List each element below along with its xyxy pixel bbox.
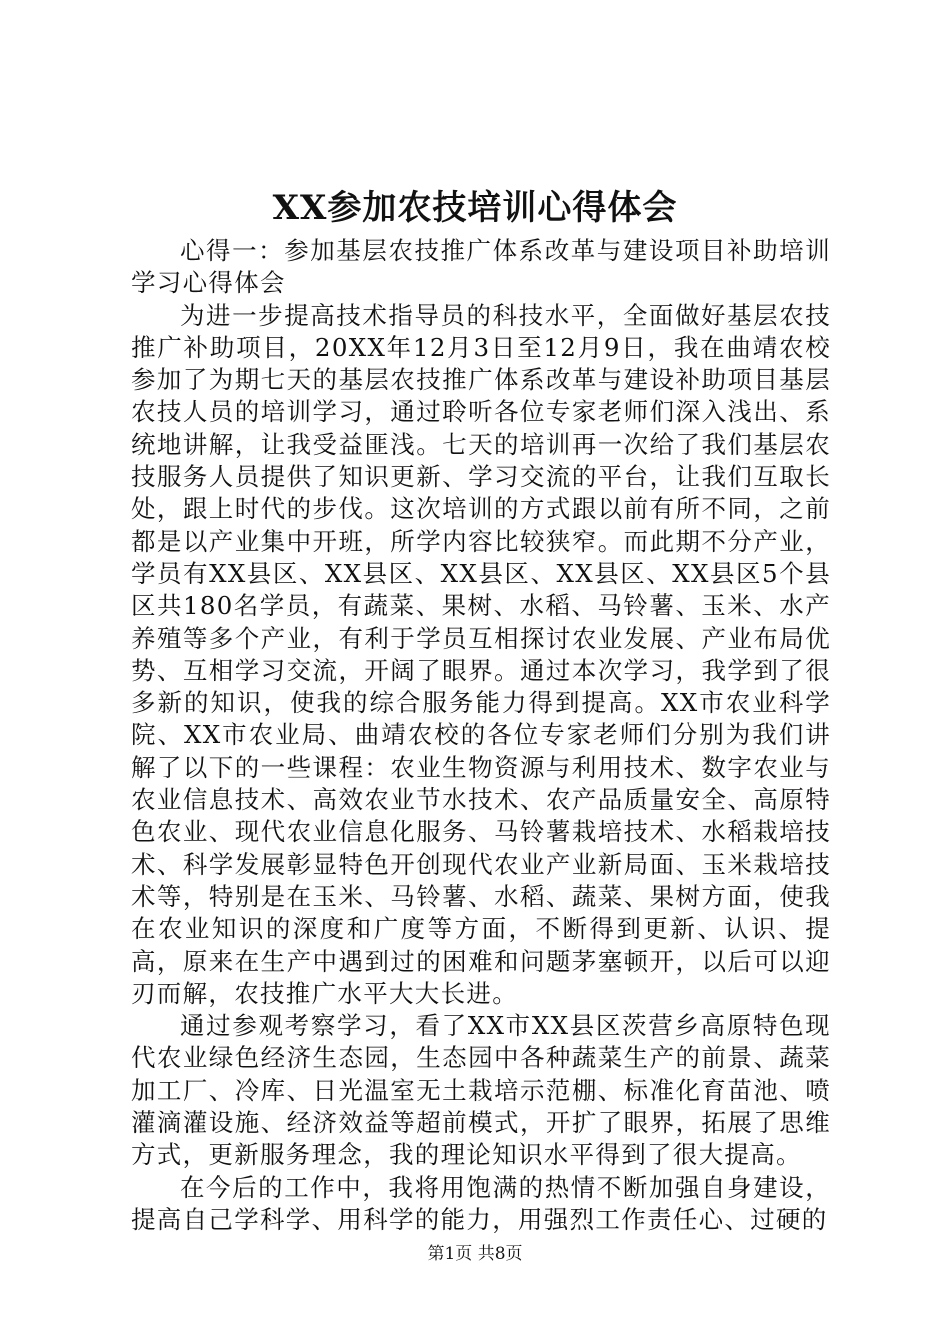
paragraph-heading: 心得一：参加基层农技推广体系改革与建设项目补助培训学习心得体会	[131, 236, 831, 298]
document-body	[131, 235, 831, 1236]
document-title: XX参加农技培训心得体会	[272, 188, 678, 228]
paragraph-training: 为进一步提高技术指导员的科技水平，全面做好基层农技推广补助项目，20XX年12月3日至12月9日，我在曲靖农校参加了为期七天的基层农技推广体系改革与建设补助项目基层农技人员的培训学习，通过聆听各位专家老师们深入浅出、系统地讲解，让我受益匪浅。七天的培训再一次给了我们基层农技服务人员提供了知识更新、学习交流的平台，让我们互取长处，跟上时代的步伐。这次培训的方式跟以前有所不同，之前都是以产业集中开班，所学内容比较狭窄。而此期不分产业，学员有XX县区、XX县区、XX县区、XX县区、XX县区5个县区共180名学员，有蔬菜、果树、水稻、马铃薯、玉米、水产养殖等多个产业，有利于学员互相探讨农业发展、产业布局优势、互相学习交流，开阔了眼界。通过本次学习，我学到了很多新的知识，使我的综合服务能力得到提高。XX市农业科学院、XX市农业局、曲靖农校的各位专家老师们分别为我们讲解了以下的一些课程：农业生物资源与利用技术、数字农业与农业信息技术、高效农业节水技术、农产品质量安全、高原特色农业、现代农业信息化服务、马铃薯栽培技术、水稻栽培技术、科学发展彰显特色开创现代农业产业新局面、玉米栽培技术等，特别是在玉米、马铃薯、水稻、蔬菜、果树方面，使我在农业知识的深度和广度等方面，不断得到更新、认识、提高，原来在生产中遇到过的困难和问题茅塞顿开，以后可以迎刃而解，农技推广水平大大长进。	[131, 300, 831, 1008]
paragraph-future-work: 在今后的工作中，我将用饱满的热情不断加强自身建设，提高自己学科学、用科学的能力，用强烈工作责任心、过硬的	[131, 1172, 831, 1234]
page-footer: 第1页 共8页	[427, 1244, 523, 1264]
paragraph-visit: 通过参观考察学习，看了XX市XX县区茨营乡高原特色现代农业绿色经济生态园，生态园中各种蔬菜生产的前景、蔬菜加工厂、冷库、日光温室无土栽培示范棚、标准化育苗池、喷灌滴灌设施、经济效益等超前模式，开扩了眼界，拓展了思维方式，更新服务理念，我的理论知识水平得到了很大提高。	[131, 1011, 831, 1170]
